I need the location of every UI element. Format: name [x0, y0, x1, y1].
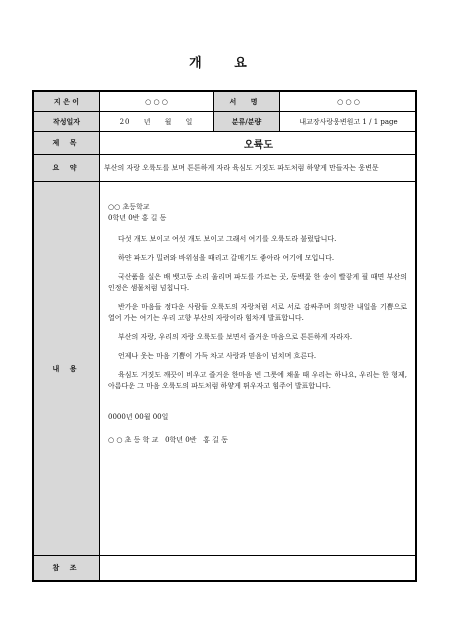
paragraph: 언제나 웃는 마음 기쁨이 가득 차고 사랑과 믿음이 넘치며 흐른다. — [118, 352, 317, 360]
reference-row — [34, 556, 415, 580]
subject-value: 오륙도 — [244, 139, 273, 151]
paragraph: 국산품을 실은 배 뱃고동 소리 울리며 파도를 가르는 곳, 동백꽃 한 송이 빨갛게 필 때면 부산의 인정은 샘물처럼 넘칩니다. — [108, 273, 407, 292]
paragraph: 부산의 자랑, 우리의 자랑 오륙도를 보면서 즐거운 마음으로 튼튼하게 자라자. — [118, 333, 353, 341]
date-row — [34, 112, 415, 132]
author-row — [34, 92, 415, 112]
category-value: 내교장사랑웅변원고 1 / 1 page — [299, 117, 398, 126]
paragraph: 육심도 거짓도 깨끗이 비우고 즐거운 한마음 빈 그릇에 채울 때 우리는 하나요, 우리는 한 형제, 아름다운 그 마음 오륙도의 파도처럼 하얗게 뛰우자고 힘주어 발표합니다. — [108, 371, 407, 390]
signature-line: ○ ○ 초 등 학 교 0학년 0반 홍 길 동 — [108, 436, 228, 444]
reference-value — [100, 556, 417, 580]
paragraph: 다섯 개도 보이고 여섯 개도 보이고 그래서 여기를 오륙도라 불렀답니다. — [118, 235, 337, 243]
student-line: 0학년 0반 홍 길 동 — [108, 214, 167, 222]
reference-label: 참 조 — [34, 556, 100, 580]
signature-label: 서 명 — [214, 92, 280, 111]
author-label: 지 은 이 — [34, 92, 100, 111]
school-line: ○○ 초등학교 — [108, 203, 150, 211]
author-value: ○ ○ ○ — [100, 92, 214, 111]
signature-value: ○ ○ ○ — [337, 97, 360, 106]
subject-label: 제 목 — [34, 132, 100, 154]
summary-label: 요 약 — [34, 155, 100, 181]
paragraph: 반가운 마음들 정다운 사람들 오륙도의 자랑처럼 서로 서로 감싸주며 희망찬 내일을 기쁨으로 열어 가는 여기는 우리 고향 부산의 자랑이라 힘차게 발표합니다. — [108, 303, 407, 322]
content-row — [34, 182, 415, 556]
date-label: 작성일자 — [34, 112, 100, 131]
content-body — [100, 182, 417, 555]
date-value: 20 년 월 일 — [100, 112, 214, 131]
paragraph: 하얀 파도가 밀려와 바위섬을 때리고 갈매기도 좋아라 여기에 모입니다. — [118, 254, 335, 262]
date-line: 0000년 00월 00일 — [108, 413, 169, 421]
document-title: 개 요 — [189, 56, 261, 71]
summary-value: 부산의 자랑 오륙도를 보며 튼튼하게 자라 육심도 거짓도 파도처럼 하얗게 만들자는 웅변문 — [104, 163, 379, 172]
subject-row — [34, 132, 415, 155]
summary-row — [34, 155, 415, 182]
category-label: 분류/분량 — [214, 112, 280, 131]
content-label: 내 용 — [34, 182, 100, 555]
outline-form — [32, 90, 417, 582]
